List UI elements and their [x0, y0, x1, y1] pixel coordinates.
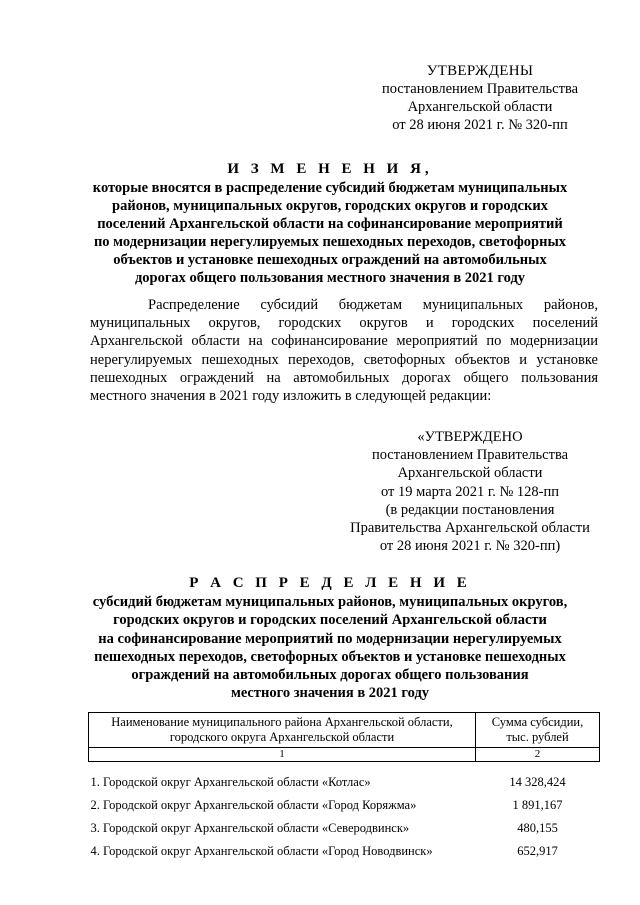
distribution-line: субсидий бюджетам муниципальных районов, муниципальных округов, — [92, 594, 568, 611]
table-row — [89, 812, 600, 835]
column-header-name — [89, 713, 476, 748]
column-index-1: 1 — [89, 748, 476, 762]
subsidy-table — [88, 712, 600, 858]
row-name: 4. Городской округ Архангельской области «Город Новодвинск» — [90, 844, 433, 858]
distribution-line: ограждений на автомобильных дорогах общего пользования — [131, 667, 529, 684]
changes-heading: И З М Е Н Е Н И Я, — [227, 161, 433, 177]
row-name: 3. Городской округ Архангельской области «Северодвинск» — [90, 821, 410, 835]
changes-line: объектов и установке пешеходных ограждений на автомобильных — [113, 252, 547, 268]
approval2-line: от 19 марта 2021 г. № 128-пп — [380, 483, 560, 500]
column-header-sum-line: тыс. рублей — [506, 730, 569, 744]
approval2-line: (в редакции постановления — [385, 501, 555, 518]
column-header-sum-line: Сумма субсидии, — [491, 715, 584, 729]
body-paragraph: Распределение субсидий бюджетам муниципальных районов, муниципальных округов, городских округов и городских поселений Архангельской области на софинансирование мероприятий по модернизации нерегулируемых пешеходных переходов, светофорных объектов и установке пешеходных ограждений на автомобильных дорогах общего пользования местного значения в 2021 году изложить в следующей редакции: — [90, 297, 598, 405]
row-sum: 14 328,424 — [509, 775, 566, 789]
row-sum: 480,155 — [517, 821, 558, 835]
column-index-2: 2 — [476, 748, 600, 762]
changes-line: дорогах общего пользования местного значения в 2021 году — [134, 270, 526, 286]
approval-title: УТВЕРЖДЕНЫ — [426, 63, 534, 79]
column-header-sum — [476, 713, 600, 748]
changes-line: поселений Архангельской области на софинансирование мероприятий — [97, 216, 563, 232]
distribution-title-block — [80, 574, 580, 702]
row-sum: 1 891,167 — [512, 798, 563, 812]
approval-stamp-quoted — [330, 428, 610, 555]
table-header-row — [89, 713, 600, 748]
changes-line: которые вносятся в распределение субсидий бюджетам муниципальных — [92, 180, 568, 196]
approval2-line: от 28 июня 2021 г. № 320-пп) — [379, 538, 561, 555]
row-sum: 652,917 — [517, 844, 558, 858]
table-row — [89, 835, 600, 858]
column-header-name-line: городского округа Архангельской области — [169, 730, 395, 744]
distribution-line: местного значения в 2021 году — [230, 685, 430, 702]
distribution-line: городских округов и городских поселений Архангельской области — [113, 612, 547, 629]
approval2-line: постановлением Правительства — [371, 447, 569, 464]
row-name: 2. Городской округ Архангельской области «Город Коряжма» — [90, 798, 417, 812]
approval2-line: Правительства Архангельской области — [350, 520, 590, 537]
column-header-name-line: Наименование муниципального района Архангельской области, — [111, 715, 453, 729]
changes-title-block — [80, 160, 580, 287]
distribution-line: на софинансирование мероприятий по модернизации нерегулируемых — [98, 630, 562, 647]
approval2-line: Архангельской области — [397, 465, 543, 482]
table-row — [89, 789, 600, 812]
distribution-line: пешеходных переходов, светофорных объектов и установке пешеходных — [94, 648, 566, 665]
changes-line: районов, муниципальных округов, городских округов и городских — [112, 198, 548, 214]
row-name: 1. Городской округ Архангельской области «Котлас» — [90, 775, 371, 789]
approval2-line: «УТВЕРЖДЕНО — [417, 429, 523, 445]
approval-line: постановлением Правительства — [381, 81, 579, 97]
table-index-row — [89, 748, 600, 762]
distribution-heading: Р А С П Р Е Д Е Л Е Н И Е — [189, 575, 471, 591]
changes-line: по модернизации нерегулируемых пешеходных переходов, светофорных — [93, 234, 567, 250]
table-row — [89, 766, 600, 789]
approval-line: от 28 июня 2021 г. № 320-пп — [392, 117, 568, 133]
approval-line: Архангельской области — [407, 99, 553, 115]
approval-stamp — [350, 62, 610, 134]
